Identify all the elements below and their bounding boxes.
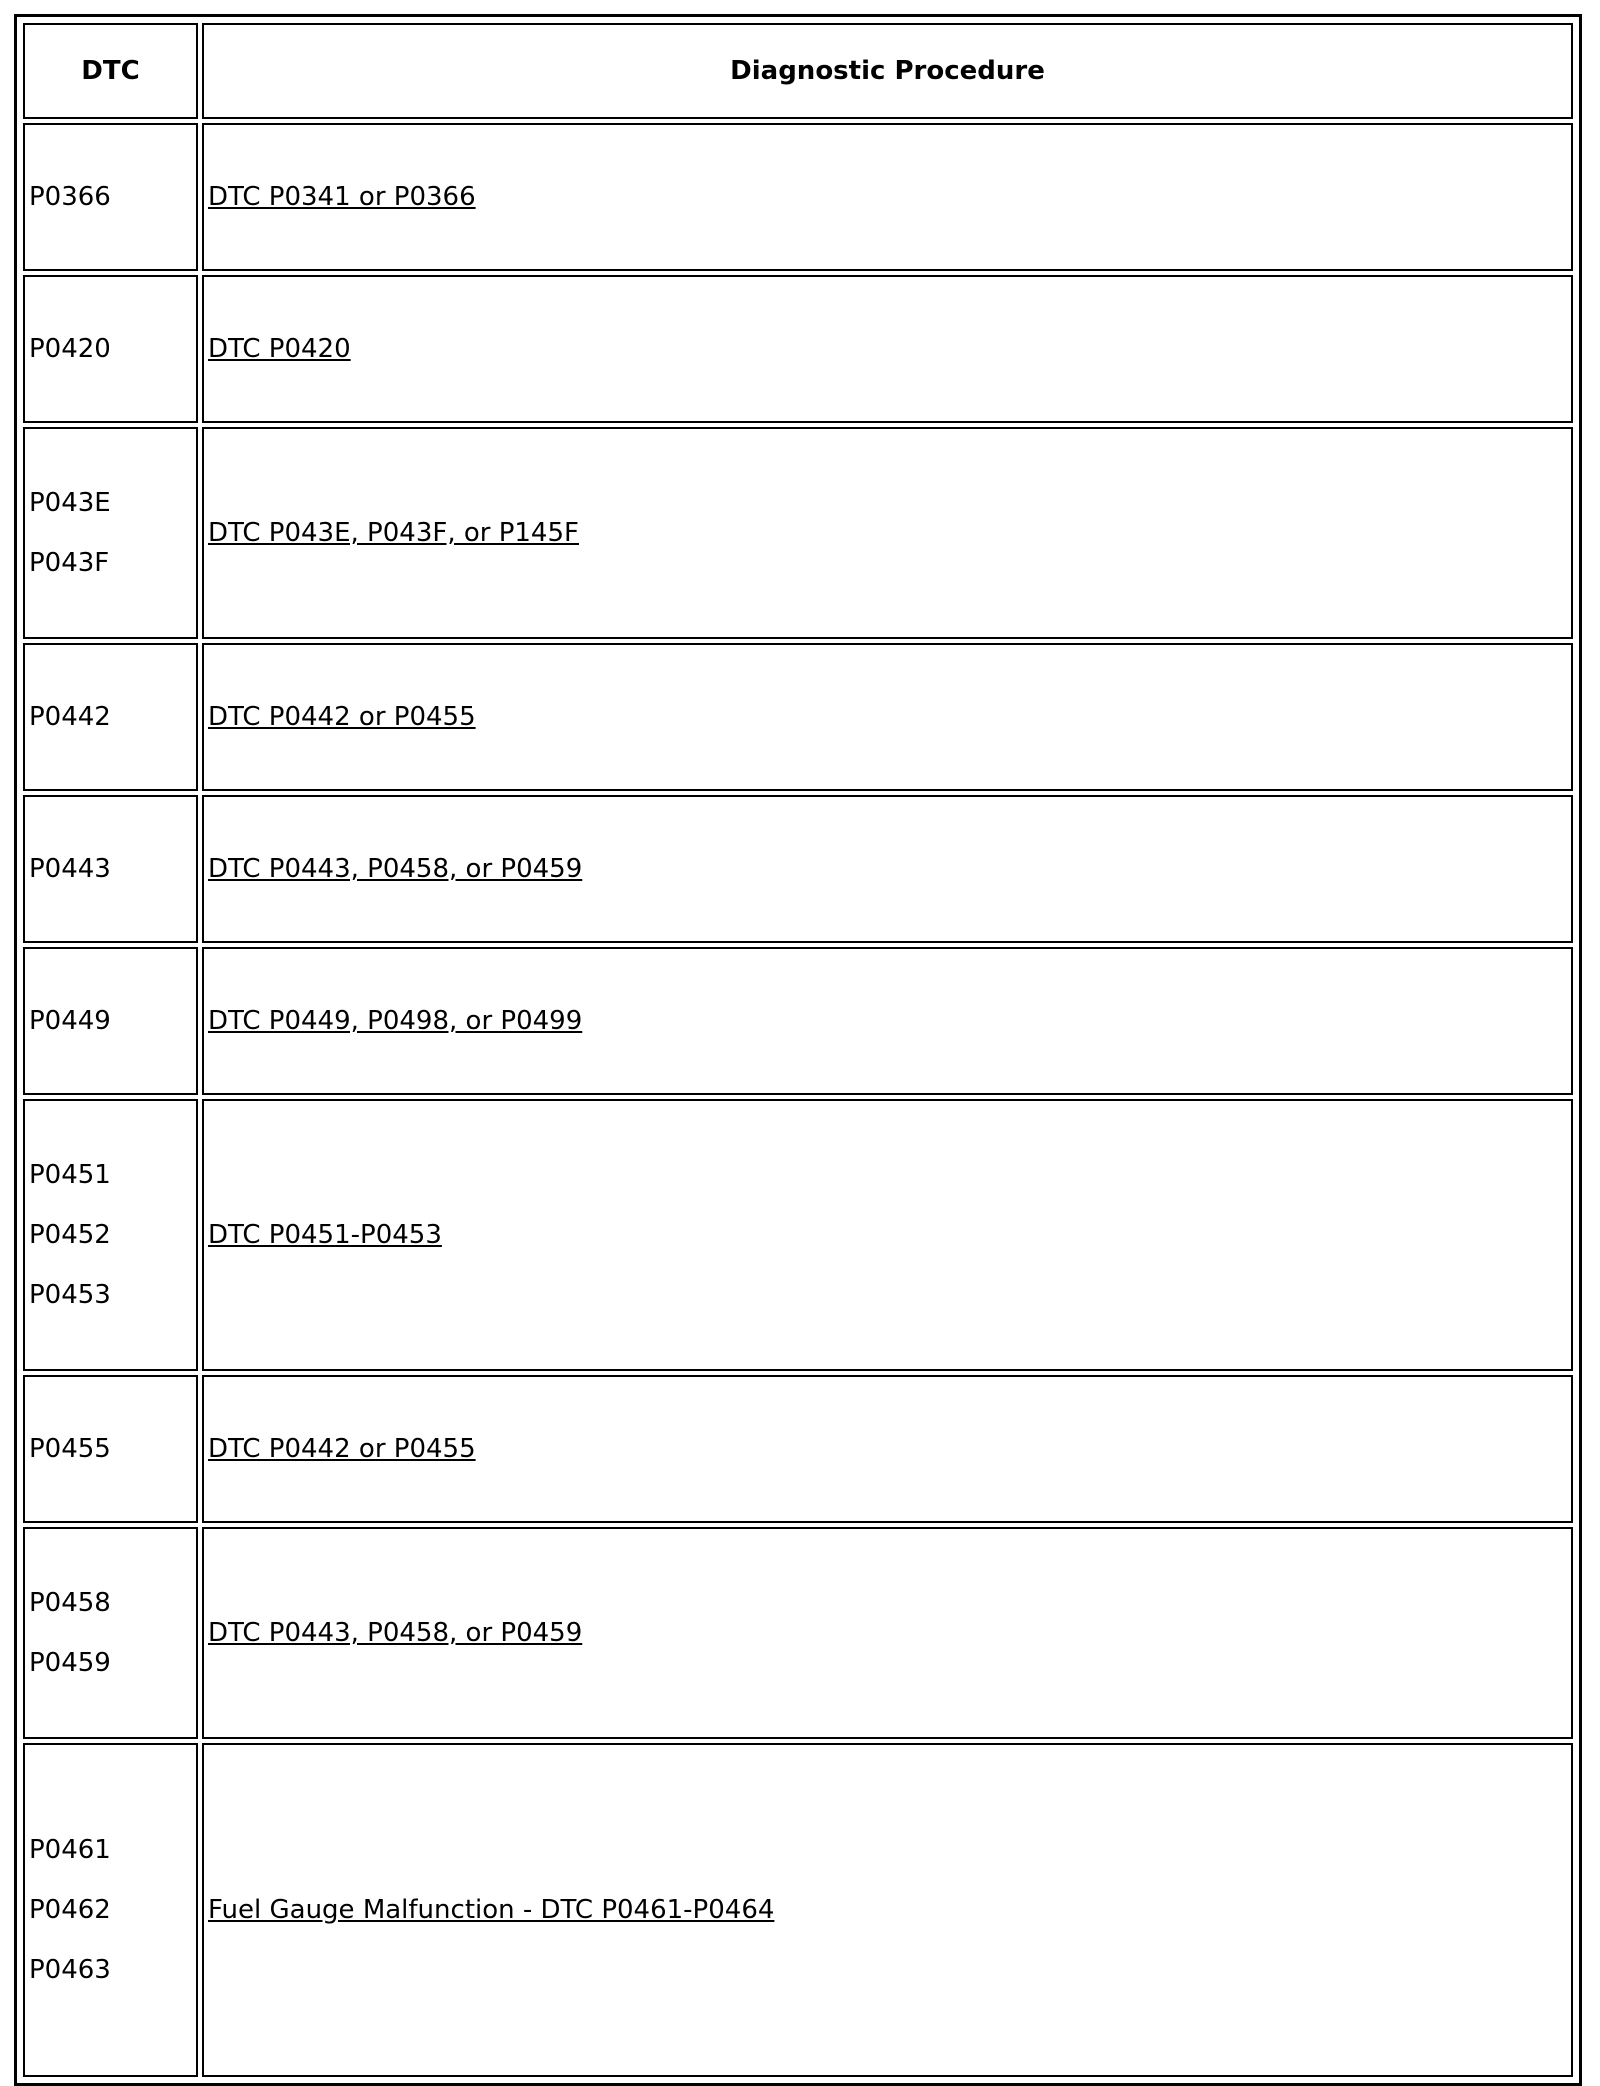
dtc-code-cell — [23, 1743, 198, 2077]
table-row — [23, 643, 1573, 791]
dtc-table-container — [14, 14, 1582, 2086]
procedure-cell — [202, 643, 1573, 791]
table-row — [23, 427, 1573, 639]
procedure-cell — [202, 1375, 1573, 1523]
dtc-code-cell — [23, 123, 198, 271]
dtc-code: P0442 — [29, 702, 111, 732]
procedure-cell — [202, 1743, 1573, 2077]
dtc-code: P0366 — [29, 182, 111, 212]
dtc-code-cell — [23, 1375, 198, 1523]
dtc-code: P043E — [29, 488, 111, 518]
dtc-code-cell — [23, 643, 198, 791]
procedure-link[interactable]: DTC P0443, P0458, or P0459 — [208, 1618, 583, 1648]
table-row — [23, 123, 1573, 271]
dtc-code: P0451 — [29, 1160, 111, 1190]
dtc-code-cell — [23, 947, 198, 1095]
table-row — [23, 1527, 1573, 1739]
dtc-code: P0461 — [29, 1835, 111, 1865]
procedure-cell — [202, 1099, 1573, 1371]
dtc-code: P0455 — [29, 1434, 111, 1464]
procedure-link[interactable]: DTC P0443, P0458, or P0459 — [208, 854, 583, 884]
procedure-link[interactable]: DTC P0442 or P0455 — [208, 1434, 476, 1464]
dtc-code-cell — [23, 275, 198, 423]
dtc-code-cell — [23, 795, 198, 943]
procedure-link[interactable]: Fuel Gauge Malfunction - DTC P0461-P0464 — [208, 1895, 775, 1925]
header-diagnostic-procedure: Diagnostic Procedure — [202, 23, 1573, 119]
dtc-code: P0462 — [29, 1895, 111, 1925]
dtc-table — [19, 19, 1577, 2081]
dtc-code: P0449 — [29, 1006, 111, 1036]
dtc-code: P0420 — [29, 334, 111, 364]
procedure-cell — [202, 947, 1573, 1095]
dtc-code: P0452 — [29, 1220, 111, 1250]
procedure-cell — [202, 123, 1573, 271]
dtc-code: P0443 — [29, 854, 111, 884]
procedure-cell — [202, 1527, 1573, 1739]
dtc-code: P0459 — [29, 1648, 111, 1678]
procedure-cell — [202, 427, 1573, 639]
procedure-cell — [202, 795, 1573, 943]
table-row — [23, 1743, 1573, 2077]
procedure-link[interactable]: DTC P0451-P0453 — [208, 1220, 442, 1250]
dtc-code-cell — [23, 427, 198, 639]
table-header-row — [23, 23, 1573, 119]
table-row — [23, 795, 1573, 943]
table-row — [23, 275, 1573, 423]
procedure-link[interactable]: DTC P0341 or P0366 — [208, 182, 476, 212]
table-row — [23, 1099, 1573, 1371]
header-dtc: DTC — [23, 23, 198, 119]
procedure-link[interactable]: DTC P0442 or P0455 — [208, 702, 476, 732]
table-row — [23, 947, 1573, 1095]
dtc-code: P0463 — [29, 1955, 111, 1985]
table-row — [23, 1375, 1573, 1523]
dtc-code-cell — [23, 1527, 198, 1739]
procedure-link[interactable]: DTC P0420 — [208, 334, 351, 364]
dtc-code: P0453 — [29, 1280, 111, 1310]
dtc-code: P043F — [29, 548, 110, 578]
dtc-code-cell — [23, 1099, 198, 1371]
procedure-link[interactable]: DTC P043E, P043F, or P145F — [208, 518, 579, 548]
dtc-code: P0458 — [29, 1588, 111, 1618]
procedure-cell — [202, 275, 1573, 423]
procedure-link[interactable]: DTC P0449, P0498, or P0499 — [208, 1006, 583, 1036]
